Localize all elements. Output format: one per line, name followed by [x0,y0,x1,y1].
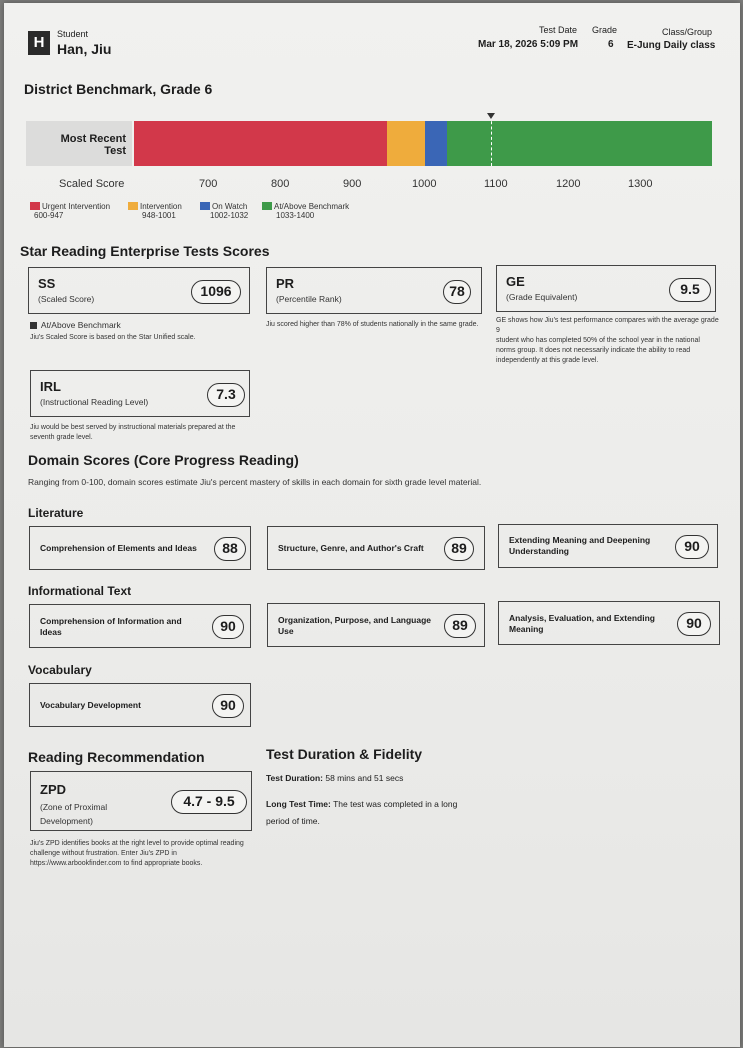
domain-box [29,526,251,570]
zpd-note-line: challenge without frustration. Enter Jiu's ZPD in [30,850,177,857]
score-marker-line [491,116,492,166]
domain-box [29,683,251,727]
irl-note [30,423,260,443]
domain-label [40,616,182,638]
duration-label: Test Duration: [266,773,323,783]
literature-title: Literature [28,506,84,520]
axis-label: Scaled Score [59,178,125,190]
benchmark-title: District Benchmark, Grade 6 [24,81,213,97]
irl-value: 7.3 [207,383,245,407]
pr-note: Jiu scored higher than 78% of students nationally in the same grade. [266,321,479,328]
class-label: Class/Group [662,27,713,37]
domain-label [278,543,424,554]
tick-label: 800 [271,178,290,190]
band-urgent-intervention [134,121,387,166]
domain-label-line: Extending Meaning and Deepening [509,535,651,545]
ge-note [496,316,722,366]
ss-code: SS [38,276,56,291]
domain-score: 90 [675,535,709,559]
duration-row [266,773,403,783]
tick-label: 700 [199,178,218,190]
domain-label-line: Understanding [509,546,569,556]
tick-label: 900 [343,178,362,190]
zpd-desc [40,800,107,828]
tick-label: 1200 [556,178,581,190]
domain-box [498,524,718,568]
domain-box [29,604,251,648]
domain-label-line: Analysis, Evaluation, and Extending [509,613,655,623]
legend-swatch-icon [128,202,138,210]
tick-label: 1300 [628,178,653,190]
student-name: Han, Jiu [57,41,112,57]
legend-name: Intervention [140,202,182,211]
legend-range: 1033-1400 [276,211,315,220]
legend-range: 1002-1032 [210,211,249,220]
band-on-watch [425,121,447,166]
domain-label [278,615,431,637]
legend-swatch-icon [200,202,210,210]
ge-desc: (Grade Equivalent) [506,292,578,302]
long-time-label: Long Test Time: [266,799,331,809]
band-at-above-benchmark [447,121,712,166]
domains-title: Domain Scores (Core Progress Reading) [28,452,299,468]
domain-label-line: Comprehension of Elements and Ideas [40,543,197,553]
zpd-note [30,839,266,869]
logo-badge: H [28,31,50,55]
duration-value: 58 mins and 51 secs [325,773,404,783]
domain-label-line: Use [278,626,294,636]
legend-name: At/Above Benchmark [274,202,350,211]
band-intervention [387,121,425,166]
enterprise-title: Star Reading Enterprise Tests Scores [20,243,270,259]
class-value: E-Jung Daily class [627,40,716,51]
grade-value: 6 [608,39,614,50]
domain-score: 88 [214,537,246,561]
irl-desc: (Instructional Reading Level) [40,397,149,407]
informational-title: Informational Text [28,584,132,598]
ss-box [28,267,250,314]
ss-desc: (Scaled Score) [38,294,95,304]
legend-swatch-icon [262,202,272,210]
domain-label [509,613,655,635]
domain-label [509,535,650,557]
domain-label [40,700,141,711]
benchmark-row-label-cell [26,121,132,166]
zpd-code: ZPD [40,782,66,797]
duration-title: Test Duration & Fidelity [266,746,423,762]
grade-label: Grade [592,25,618,35]
legend-at-above [262,202,349,220]
irl-note-line: Jiu would be best served by instructional materials prepared at the [30,424,236,431]
student-label: Student [57,29,89,39]
ge-box [496,265,716,312]
ss-value: 1096 [191,280,241,304]
ge-value: 9.5 [669,278,711,302]
legend-swatch-icon [30,202,40,210]
score-marker-icon [487,113,495,119]
ge-note-line: GE shows how Jiu's test performance compares with the average grade 9 [496,317,719,334]
ge-code: GE [506,274,525,289]
domain-label-line: Vocabulary Development [40,700,141,710]
legend-name: On Watch [212,202,248,211]
long-time-value-line: The test was completed in a long [333,799,458,809]
report-page [4,3,740,1047]
domain-box [267,603,485,647]
row-label-line1: Most Recent [60,133,126,145]
domain-score: 90 [212,615,244,639]
test-date-label: Test Date [539,25,578,35]
irl-code: IRL [40,379,61,394]
zpd-desc-line: (Zone of Proximal [40,802,108,812]
domain-label-line: Ideas [40,627,62,637]
domains-intro: Ranging from 0-100, domain scores estimate Jiu's percent mastery of skills in each domain for sixth grade level material. [28,477,482,487]
irl-note-line: seventh grade level. [30,434,93,441]
zpd-value: 4.7 - 9.5 [171,790,247,814]
benchmark-row-label [61,133,126,157]
recommendation-title: Reading Recommendation [28,749,205,765]
irl-box [30,370,250,417]
zpd-note-line: https://www.arbookfinder.com to find appropriate books. [30,860,203,867]
pr-value: 78 [443,280,471,304]
benchmark-square-icon [30,322,37,329]
ss-note: Jiu's Scaled Score is based on the Star Unified scale. [30,334,196,341]
legend-intervention [128,202,182,220]
legend-range: 600-947 [34,211,64,220]
zpd-note-line: Jiu's ZPD identifies books at the right level to provide optimal reading [30,840,244,847]
ge-note-line: norms group. It does not necessarily indicate the ability to read [496,347,691,354]
pr-code: PR [276,276,295,291]
domain-label-line: Structure, Genre, and Author's Craft [278,543,424,553]
zpd-desc-line: Development) [40,816,93,826]
ss-badge [30,320,121,330]
long-time-value-line: period of time. [266,816,320,826]
legend-urgent [30,202,110,220]
legend-range: 948-1001 [142,211,176,220]
vocabulary-title: Vocabulary [28,663,92,677]
domain-label [40,543,197,554]
domain-box [498,601,720,645]
test-date-value: Mar 18, 2026 5:09 PM [478,39,579,50]
tick-label: 1000 [412,178,437,190]
domain-score: 89 [444,537,474,561]
legend-name: Urgent Intervention [42,202,111,211]
benchmark-bar [134,121,712,166]
tick-label: 1100 [484,178,508,190]
ge-note-line: student who has completed 50% of the school year in the national [496,337,700,344]
domain-score: 89 [444,614,476,638]
legend-on-watch [200,202,248,220]
pr-desc: (Percentile Rank) [276,294,342,304]
domain-label-line: Comprehension of Information and [40,616,182,626]
row-label-line2: Test [104,145,126,157]
ge-note-line: independently at this grade level. [496,357,599,364]
domain-box [267,526,485,570]
domain-label-line: Meaning [509,624,544,634]
domain-score: 90 [212,694,244,718]
long-time-row [266,796,457,830]
domain-label-line: Organization, Purpose, and Language [278,615,432,625]
ss-badge-text: At/Above Benchmark [40,320,121,330]
domain-score: 90 [677,612,711,636]
pr-box [266,267,482,314]
zpd-box [30,771,252,831]
